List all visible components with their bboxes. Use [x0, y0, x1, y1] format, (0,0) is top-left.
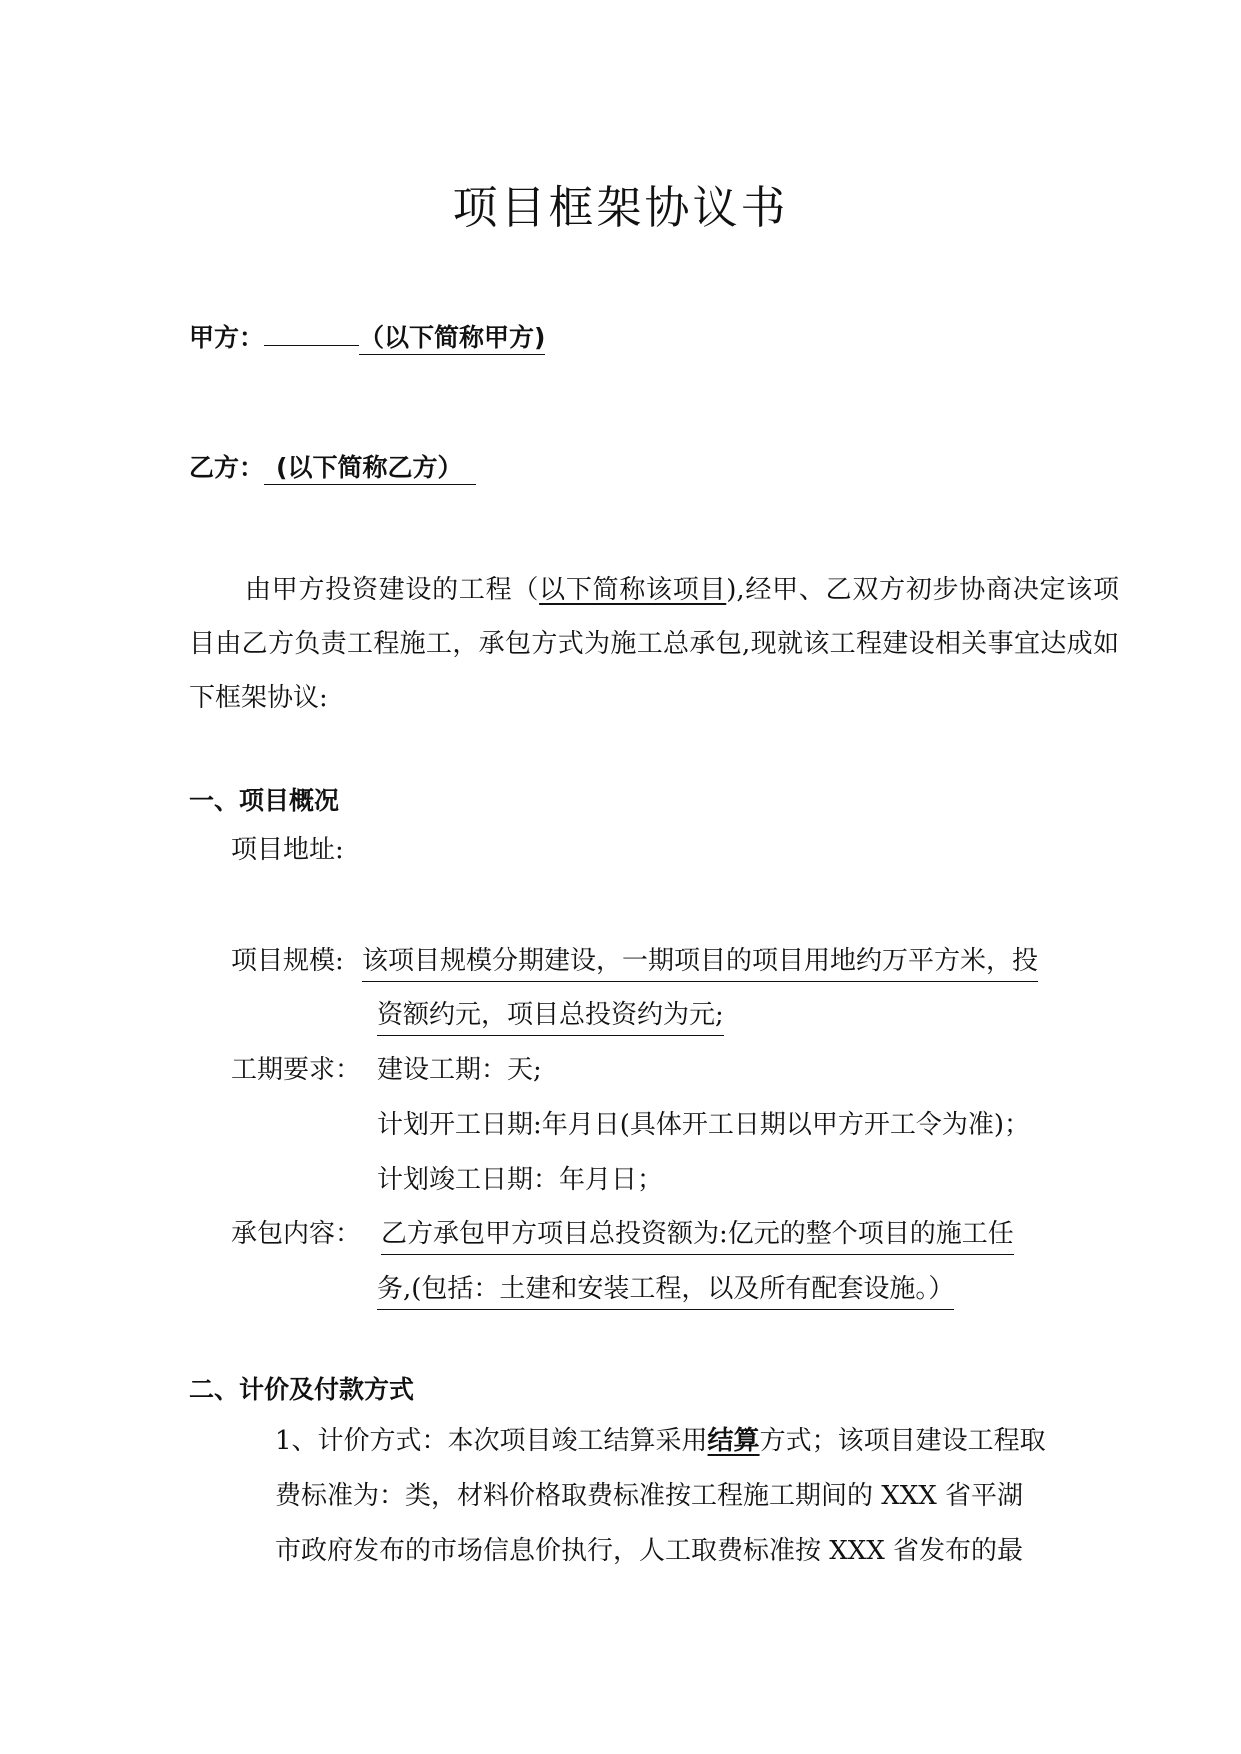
intro-paragraph [189, 563, 1119, 725]
content-line1: 乙方承包甲方项目总投资额为:亿元的整个项目的施工任 [381, 1207, 1014, 1261]
section1-heading: 一、项目概况 [189, 786, 340, 815]
period-line2: 计划开工日期:年月日(具体开工日期以甲方开工令为准)； [377, 1110, 1031, 1140]
settlement-term: 结算 [707, 1426, 760, 1456]
period-line1: 建设工期：天; [377, 1055, 542, 1085]
intro-before: 由甲方投资建设的工程（ [245, 575, 540, 605]
project-scale-line2: 资额约元，项目总投资约为元; [377, 988, 724, 1042]
content-label: 承包内容： [231, 1219, 362, 1249]
pricing-line2: 费标准为：类，材料价格取费标准按工程施工期间的 XXX 省平湖 [275, 1481, 1024, 1511]
period-label: 工期要求： [231, 1055, 362, 1085]
party-a-note: （以下简称甲方) [359, 322, 545, 355]
party-b-line [189, 448, 476, 488]
party-a-label: 甲方： [189, 323, 265, 352]
period-line3: 计划竣工日期：年月日； [377, 1165, 664, 1195]
project-scale-label: 项目规模: [231, 946, 344, 976]
party-b-note: (以下简称乙方） [264, 452, 476, 485]
section2-heading: 二、计价及付款方式 [189, 1375, 415, 1404]
party-a-blank [264, 345, 359, 346]
document-title: 项目框架协议书 [452, 181, 789, 234]
party-a-line [189, 318, 545, 358]
content-line2: 务,(包括：土建和安装工程，以及所有配套设施。） [377, 1262, 954, 1316]
project-address-label: 项目地址: [231, 835, 344, 865]
pricing-line3: 市政府发布的市场信息价执行，人工取费标准按 XXX 省发布的最 [275, 1536, 1024, 1566]
project-scale-line1: 该项目规模分期建设，一期项目的项目用地约万平方米，投 [362, 934, 1038, 988]
party-b-label: 乙方： [189, 453, 265, 482]
intro-after: ),经甲、乙双方初步协商决定该项目由乙方负责工程施工，承包方式为施工总承包,现就该工程建设相关事宜达成如下框架协议: [189, 575, 1119, 713]
pricing-line1: 1、计价方式：本次项目竣工结算采用结算方式；该项目建设工程取 [275, 1426, 1046, 1456]
intro-underlined: 以下简称该项目 [539, 575, 727, 605]
